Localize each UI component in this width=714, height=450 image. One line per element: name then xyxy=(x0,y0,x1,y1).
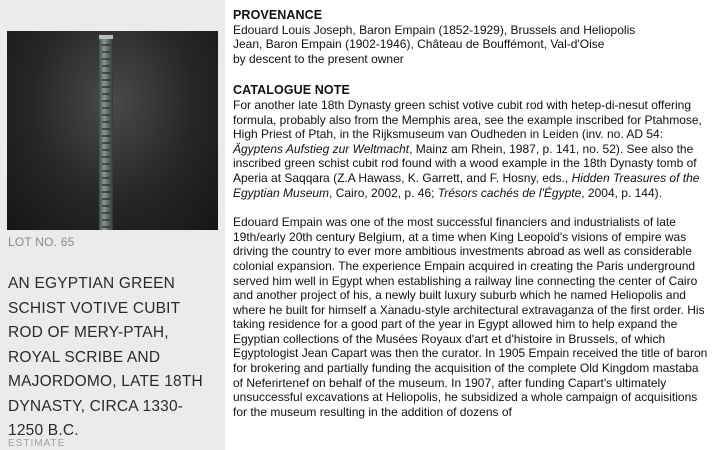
provenance-line: Jean, Baron Empain (1902-1946), Château de Bouffémont, Val-d'Oise xyxy=(233,37,605,52)
catalogue-note-paragraph-2: Edouard Empain was one of the most successful financiers and industrialists of late 19th/early 20th century Belgium, at a time when King Leopold's visions of empire was driving the country to ever more ambitious investments abroad as well as considerable colonial expansion. The experience Empain acquired in creating the Paris underground served him well in Egypt when establishing a railway line connecting the center of Cairo and another project of his, a newly built luxury suburb which he named Heliopolis and where he built for himself a Xanadu-style architectural extravaganza of the first order. His taking residence for a good part of the year in Egypt allowed him to help expand the Egyptian collections of the Musées Royaux d'art et d'histoire in Brussels, of which Egyptologist Jean Capart was then the curator. In 1905 Empain received the title of baron for brokering and partially funding the acquisition of the complete Old Kingdom mastaba of Neferirtenef on behalf of the museum. In 1907, after funding Capart's ultimately unsuccessful excavations at Heliopolis, he subsidized a whole campaign of acquisitions for the museum resulting in the addition of dozens of xyxy=(233,215,708,419)
note-text: For another late 18th Dynasty green schist votive cubit rod with hetep-di-nesut offering formula, probably also from the Memphis area, see the example inscribed for Ptahmose, High Priest of Ptah, in the Rijksmuseum van Oudheden in Leiden (inv. no. AD 54: xyxy=(233,97,702,142)
catalogue-note-paragraph-1 xyxy=(233,98,711,200)
provenance-line: by descent to the present owner xyxy=(233,51,404,66)
lot-title: AN EGYPTIAN GREEN SCHIST VOTIVE CUBIT ROD OF MERY-PTAH, ROYAL SCRIBE AND MAJORDOMO, LATE 18TH DYNASTY, CIRCA 1330-1250 B.C. xyxy=(8,275,203,439)
note-citation-title: Hidden Treasures of the Egyptian Museum xyxy=(233,170,700,200)
cubit-rod-top xyxy=(99,35,113,39)
cubit-rod-photo xyxy=(99,38,113,230)
note-text: , Mainz am Rhein, 1987, p. 141, no. 52). See also the inscribed green schist cubit rod found with a wood example in the 18th Dynasty tomb of Aperia at Saqqara (Z.A Hawass, K. Garrett, and F. Hosny, eds., xyxy=(233,141,697,185)
note-text: , 2004, p. 144). xyxy=(581,185,662,200)
lot-image[interactable] xyxy=(7,31,218,230)
lot-number: LOT NO. 65 xyxy=(8,235,75,249)
provenance-heading: PROVENANCE xyxy=(233,8,323,22)
lot-sidebar xyxy=(0,0,225,450)
note-text: , Cairo, 2002, p. 46; xyxy=(329,185,438,200)
estimate-label: ESTIMATE xyxy=(8,438,66,449)
lot-details xyxy=(233,8,711,419)
note-citation-title: Ägyptens Aufstieg zur Weltmacht xyxy=(233,141,410,156)
provenance-text xyxy=(233,23,711,67)
provenance-line: Edouard Louis Joseph, Baron Empain (1852-1929), Brussels and Heliopolis xyxy=(233,22,636,37)
note-citation-title: Trésors cachés de l'Égypte xyxy=(437,185,582,200)
catalogue-note-heading: CATALOGUE NOTE xyxy=(233,83,350,98)
text-fade-overlay xyxy=(225,434,714,450)
